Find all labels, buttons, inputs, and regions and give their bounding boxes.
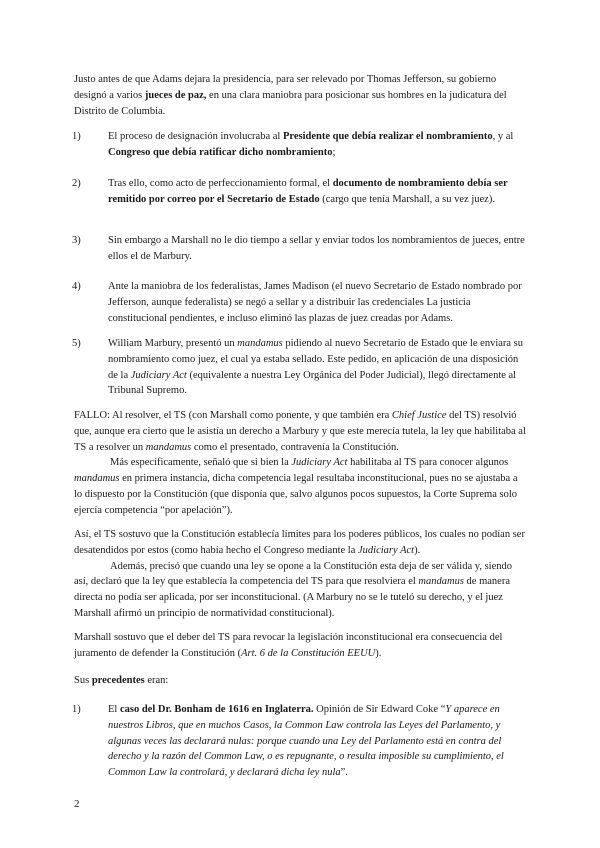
list-item: 2) Tras ello, como acto de perfeccionamiento formal, el documento de nombramiento debía ser remitido por correo por el Secretario de Estado (cargo que tenía Marshall, a su vez juez). <box>72 178 508 205</box>
list-number: 1) <box>72 131 81 142</box>
list-number: 4) <box>72 281 81 292</box>
intro-bold: jueces de paz, <box>144 89 207 101</box>
fallo-paragraph: FALLO: Al resolver, el TS (con Marshall como ponente, y que también era Chief Justice del TS) resolvió que, aunque era cierto que le asistía un derecho a Marbury y que este merecía tutela, la ley que habilitaba al TS a resolver un mandamus como el presentado, contravenía la Constitución. Más específicamente, señaló que si bien la Judiciary Act habilitaba al TS para conocer algunos mandamus en primera instancia, dicha competencia legal resultaba inconstitucional, pues no se ajustaba a lo dispuesto por la Constitución (que disponía que, salvo algunos pocos supuestos, la Corte Suprema solo ejercía competencia “por apelación”). <box>74 408 526 519</box>
precedent-list-item: 1) El caso del Dr. Bonham de 1616 en Inglaterra. Opinión de Sir Edward Coke “Y aparece en nuestros Libros, que en muchos Casos, la Common Law controla las Leyes del Parlamento, y algunas veces las declarará nulas: porque cuando una Ley del Parlamento está en contra del derecho y la razón del Common Law, o es repugnante, o resulta imposible su cumplimiento, el Common Law la controlará, y declarará dicha ley nula”. <box>72 704 504 779</box>
intro-text: Justo antes de que Adams dejara la presidencia, para ser relevado por Thomas Jefferson, su gobierno designó a varios <box>74 74 497 101</box>
intro-paragraph <box>74 72 526 119</box>
asi-paragraph: Así, el TS sostuvo que la Constitución establecía límites para los poderes públicos, los cuales no podían ser desatendidos por estos (como había hecho el Congreso mediante la Judiciary Act). Además, precisó que cuando una ley se opone a la Constitución esta deja de ser válida y, siendo así, declaró que la ley que establecía la competencia del TS para que resolviera el mandamus de manera directa no podía ser aplicada, por ser inconstitucional. (A Marbury no se le tuteló su derecho, y el juez Marshall afirmó un principio de normatividad constitucional). <box>74 527 526 622</box>
list-item: 4) Ante la maniobra de los federalistas, James Madison (el nuevo Secretario de Estado nombrado por Jefferson, aunque federalista) se negó a sellar y a distribuir las credenciales La justicia constitucional pendientes, e incluso eliminó las plazas de juez creadas por Adams. <box>72 281 522 324</box>
page-number: 2 <box>74 798 80 810</box>
list-number: 3) <box>72 235 81 246</box>
list-item: 1) El proceso de designación involucraba al Presidente que debía realizar el nombramiento, y al Congreso que debía ratificar dicho nombramiento; <box>72 131 514 158</box>
list-item: 3) Sin embargo a Marshall no le dio tiempo a sellar y enviar todos los nombramientos de jueces, entre ellos el de Marbury. <box>72 235 525 262</box>
fallo-indented: Más específicamente, señaló que si bien la Judiciary Act habilitaba al TS para conocer algunos mandamus en primera instancia, dicha competencia legal resultaba inconstitucional, pues no se ajustaba a lo dispuesto por la Constitución (que disponía que, salvo algunos pocos supuestos, la Corte Suprema solo ejercía competencia “por apelación”). <box>74 457 518 516</box>
asi-indented: Además, precisó que cuando una ley se opone a la Constitución esta deja de ser válida y, siendo así, declaró que la ley que establecía la competencia del TS para que resolviera el mandamus de manera directa no podía ser aplicada, por ser inconstitucional. (A Marbury no se le tuteló su derecho, y el juez Marshall afirmó un principio de normatividad constitucional). <box>74 560 512 619</box>
list-number: 5) <box>72 338 81 349</box>
list-number: 1) <box>72 704 81 715</box>
intro-text-end: en una clara maniobra para posicionar sus hombres en la judicatura del Distrito de Columbia. <box>74 89 507 117</box>
list-item: 5) William Marbury, presentó un mandamus pidiendo al nuevo Secretario de Estado que le enviara su nombramiento como juez, el cual ya estaba sellado. Este pedido, en aplicación de una disposición de la Judiciary Act (equivalente a nuestra Ley Orgánica del Poder Judicial), llegó directamente al Tribunal Supremo. <box>72 338 524 397</box>
marshall-paragraph: Marshall sostuvo que el deber del TS para revocar la legislación inconstitucional era consecuencia del juramento de defender la Constitución (Art. 6 de la Constitución EEUU). <box>74 632 503 659</box>
precedentes-paragraph: Sus precedentes eran: <box>74 675 169 686</box>
list-number: 2) <box>72 178 81 189</box>
